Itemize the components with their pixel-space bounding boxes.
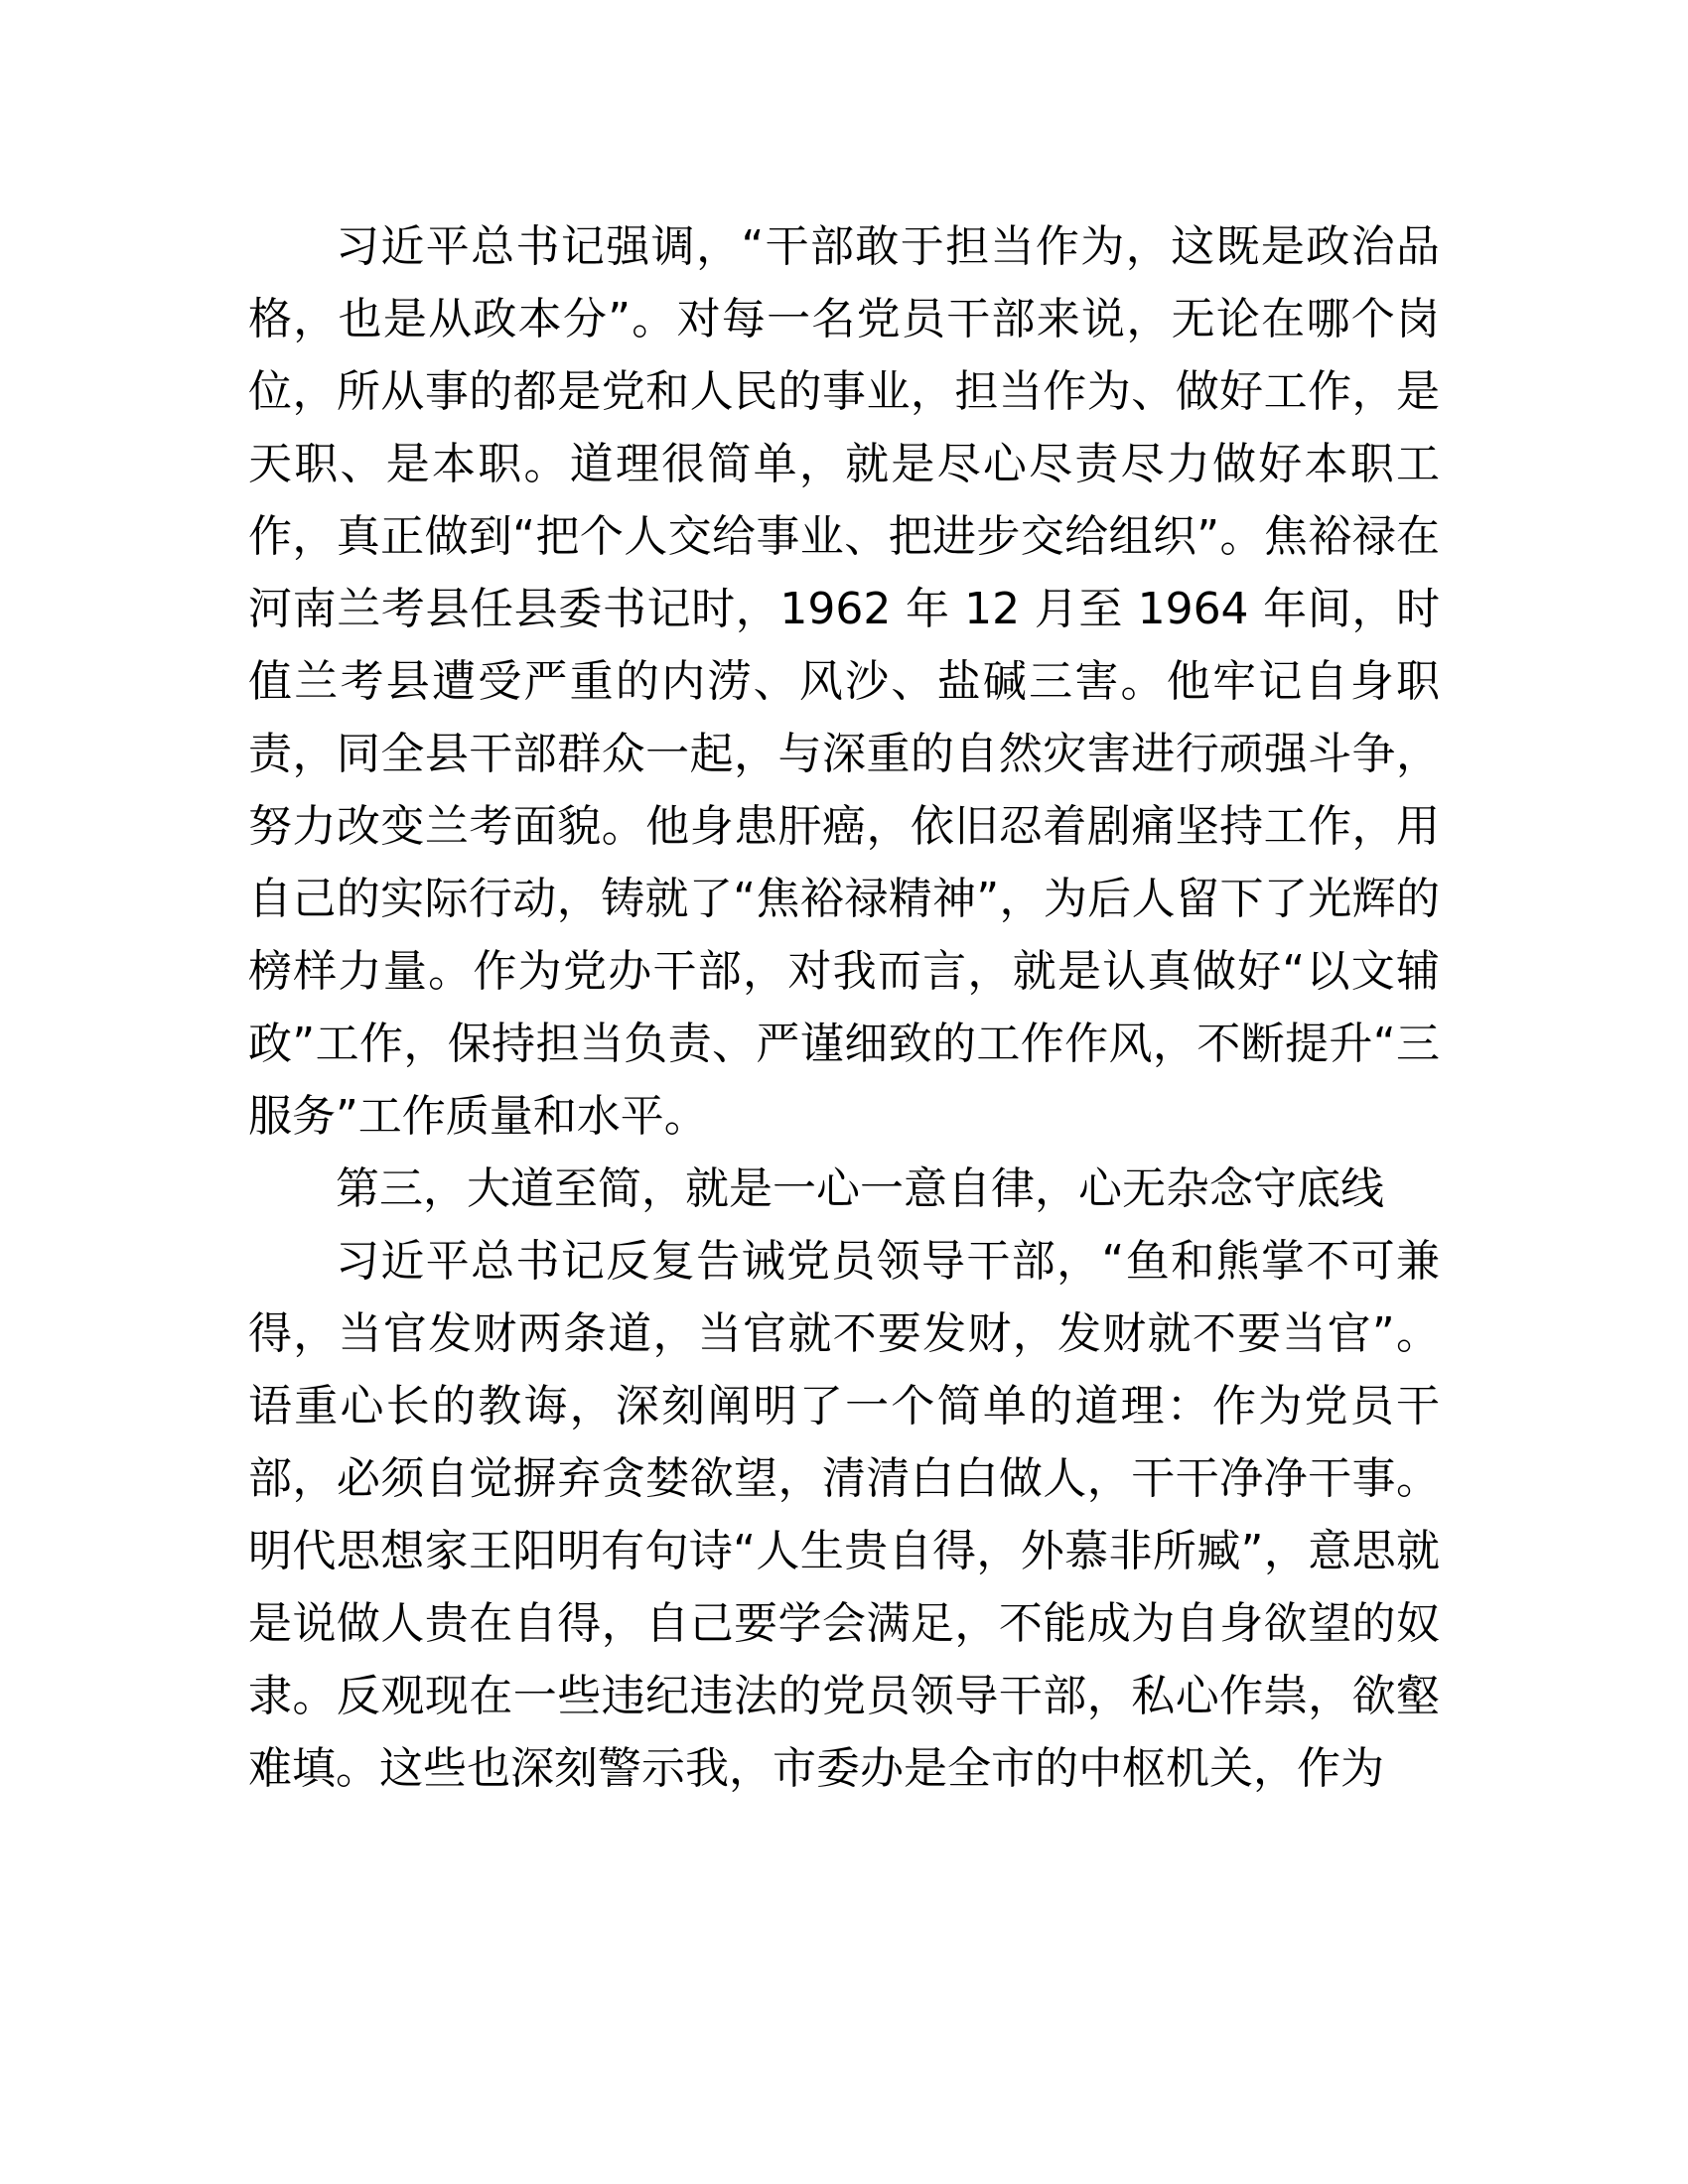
- body-paragraph: 习近平总书记强调，“干部敢于担当作为，这既是政治品格，也是从政本分”。对每一名党员干部来说，无论在哪个岗位，所从事的都是党和人民的事业，担当作为、做好工作，是天职、是本职。道理很简单，就是尽心尽责尽力做好本职工作，真正做到“把个人交给事业、把进步交给组织”。焦裕禄在河南兰考县任县委书记时，1962 年 12 月至 1964 年间，时值兰考县遭受严重的内涝、风沙、盐碱三害。他牢记自身职责，同全县干部群众一起，与深重的自然灾害进行顽强斗争，努力改变兰考面貌。他身患肝癌，依旧忍着剧痛坚持工作，用自己的实际行动，铸就了“焦裕禄精神”，为后人留下了光辉的榜样力量。作为党办干部，对我而言，就是认真做好“以文辅政”工作，保持担当负责、严谨细致的工作作风，不断提升“三服务”工作质量和水平。: [248, 221, 1440, 1142]
- document-body: [248, 210, 1440, 1805]
- body-paragraph: 习近平总书记反复告诫党员领导干部，“鱼和熊掌不可兼得，当官发财两条道，当官就不要发财，发财就不要当官”。语重心长的教诲，深刻阐明了一个简单的道理：作为党员干部，必须自觉摒弃贪婪欲望，清清白白做人，干干净净干事。明代思想家王阳明有句诗“人生贵自得，外慕非所臧”，意思就是说做人贵在自得，自己要学会满足，不能成为自身欲望的奴隶。反观现在一些违纪违法的党员领导干部，私心作祟，欲壑难填。这些也深刻警示我，市委办是全市的中枢机关，作为: [248, 1236, 1440, 1794]
- section-heading: 第三，大道至简，就是一心一意自律，心无杂念守底线: [336, 1163, 1384, 1214]
